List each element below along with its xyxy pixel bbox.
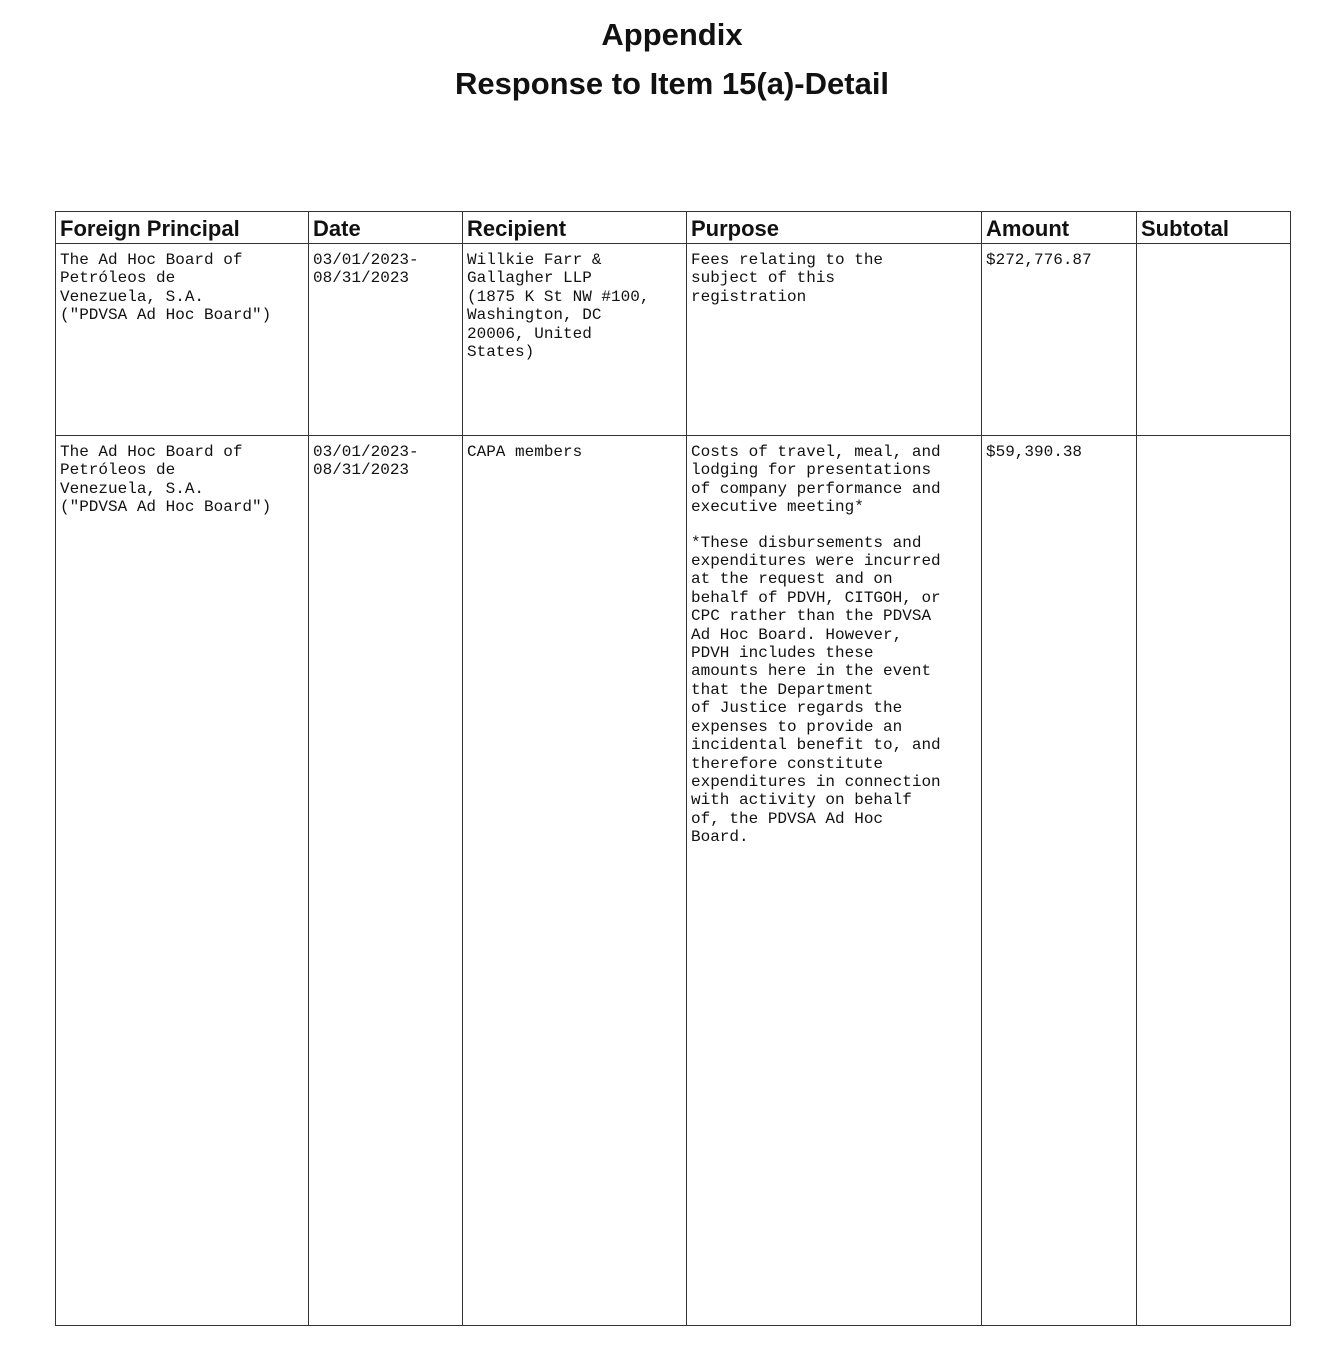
col-header-subtotal: Subtotal: [1137, 212, 1291, 244]
page-title: Appendix: [601, 17, 743, 52]
cell-subtotal: [1137, 436, 1291, 1326]
detail-table: [55, 211, 1291, 1326]
cell-amount: $59,390.38: [982, 436, 1137, 1326]
cell-foreign-principal: The Ad Hoc Board of Petróleos de Venezuela, S.A. ("PDVSA Ad Hoc Board"): [56, 436, 309, 1326]
col-header-foreign-principal: Foreign Principal: [56, 212, 309, 244]
col-header-amount: Amount: [982, 212, 1137, 244]
cell-amount: $272,776.87: [982, 244, 1137, 436]
cell-recipient: Willkie Farr & Gallagher LLP (1875 K St NW #100, Washington, DC 20006, United States): [463, 244, 687, 436]
table-row: [56, 436, 1291, 1326]
page-subtitle: Response to Item 15(a)-Detail: [454, 66, 890, 101]
purpose-text: Costs of travel, meal, and lodging for presentations of company performance and executive meeting*: [691, 443, 941, 517]
cell-foreign-principal: The Ad Hoc Board of Petróleos de Venezuela, S.A. ("PDVSA Ad Hoc Board"): [56, 244, 309, 436]
cell-purpose: Fees relating to the subject of this registration: [687, 244, 982, 436]
col-header-date: Date: [309, 212, 463, 244]
purpose-footnote: *These disbursements and expenditures were incurred at the request and on behalf of PDVH, CITGOH, or CPC rather than the PDVSA Ad Hoc Board. However, PDVH includes these amounts here in the event that the Department of Justice regards the expenses to provide an incidental benefit to, and therefore constitute expenditures in connection with activity on behalf of, the PDVSA Ad Hoc Board.: [691, 533, 941, 847]
cell-date: 03/01/2023- 08/31/2023: [309, 436, 463, 1326]
cell-subtotal: [1137, 244, 1291, 436]
col-header-purpose: Purpose: [687, 212, 982, 244]
cell-purpose: [687, 436, 982, 1326]
cell-date: 03/01/2023- 08/31/2023: [309, 244, 463, 436]
table-row: [56, 244, 1291, 436]
col-header-recipient: Recipient: [463, 212, 687, 244]
header-row: [56, 212, 1291, 244]
cell-recipient: CAPA members: [463, 436, 687, 1326]
